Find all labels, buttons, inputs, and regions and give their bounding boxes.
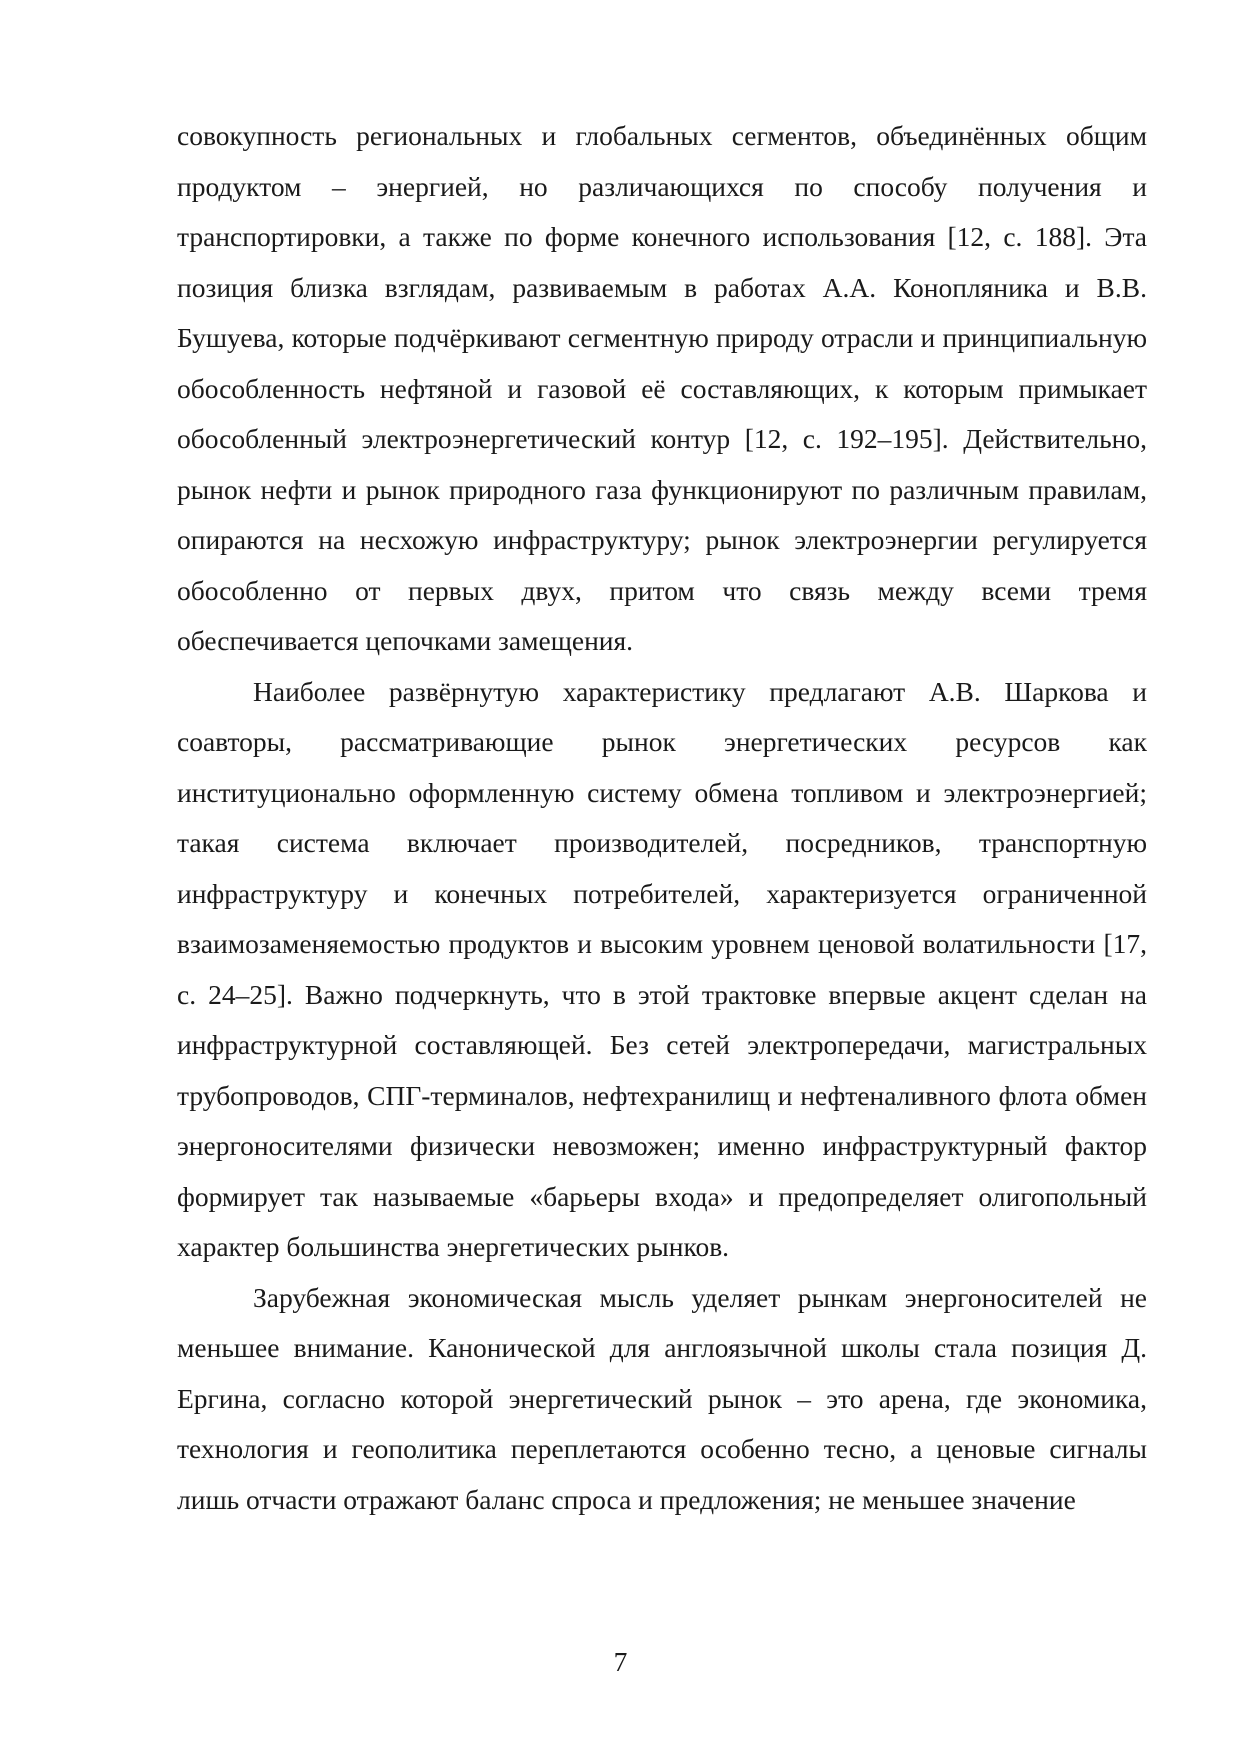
paragraph-3: Зарубежная экономическая мысль уделяет рынкам энергоносителей не меньшее внимание. Канонической для англоязычной школы стала позиция Д. Ергина, согласно которой энергетический рынок – это арена, где экономика, технология и геополитика переплетаются особенно тесно, а ценовые сигналы лишь отчасти отражают баланс спроса и предложения; не меньшее значение — [177, 1281, 1147, 1515]
page-number: 7 — [613, 1646, 628, 1677]
paragraph-2: Наиболее развёрнутую характеристику предлагают А.В. Шаркова и соавторы, рассматривающие рынок энергетических ресурсов как институционально оформленную систему обмена топливом и электроэнергией; такая система включает производителей, посредников, транспортную инфраструктуру и конечных потребителей, характеризуется ограниченной взаимозаменяемостью продуктов и высоким уровнем ценовой волатильности [17, с. 24–25]. Важно подчеркнуть, что в этой трактовке впервые акцент сделан на инфраструктурной составляющей. Без сетей электропередачи, магистральных трубопроводов, СПГ-терминалов, нефтехранилищ и нефтеналивного флота обмен энергоносителями физически невозможен; именно инфраструктурный фактор формирует так называемые «барьеры входа» и предопределяет олигопольный характер большинства энергетических рынков. — [177, 675, 1147, 1262]
body-text — [177, 111, 1147, 1525]
paragraph-1: совокупность региональных и глобальных сегментов, объединённых общим продуктом – энергией, но различающихся по способу получения и транспортировки, а также по форме конечного использования [12, с. 188]. Эта позиция близка взглядам, развиваемым в работах А.А. Конопляника и В.В. Бушуева, которые подчёркивают сегментную природу отрасли и принципиальную обособленность нефтяной и газовой её составляющих, к которым примыкает обособленный электроэнергетический контур [12, с. 192–195]. Действительно, рынок нефти и рынок природного газа функционируют по различным правилам, опираются на несхожую инфраструктуру; рынок электроэнергии регулируется обособленно от первых двух, притом что связь между всеми тремя обеспечивается цепочками замещения. — [177, 120, 1147, 656]
